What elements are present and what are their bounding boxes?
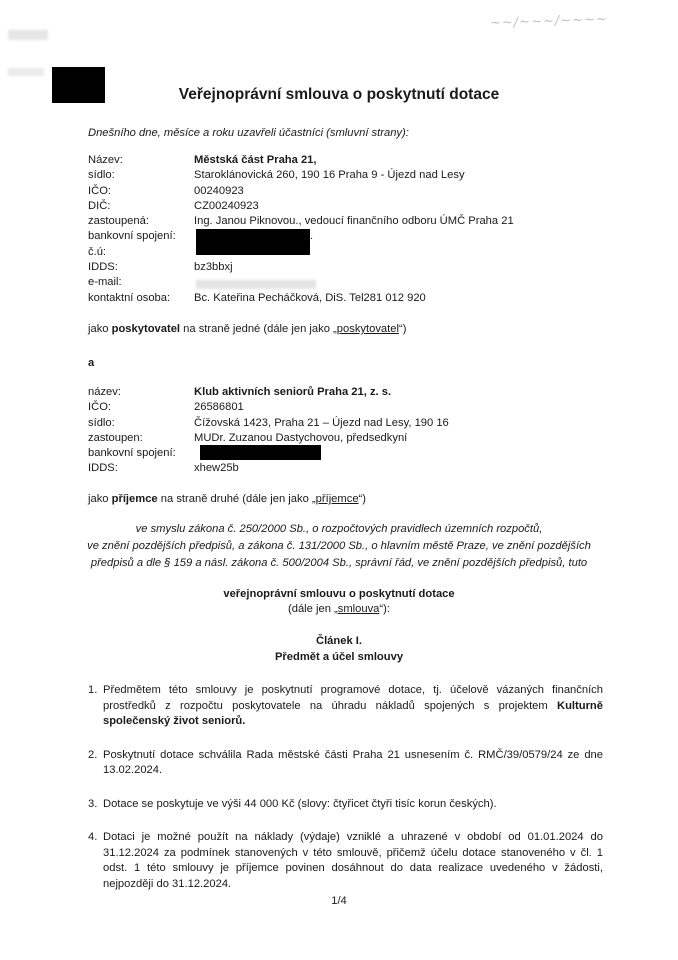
provider-role-line [88,323,406,335]
recipient-row-idds [88,461,588,476]
provider-row-bank [88,229,588,244]
row-label: zastoupen: [88,431,143,444]
role-end: “) [358,493,366,505]
list-item [88,797,603,813]
provider-row-name [88,153,588,168]
row-label: kontaktní osoba: [88,291,171,304]
recipient-role-line [88,493,366,505]
item-text: Předmětem této smlouvy je poskytnutí programové dotace, tj. účelově vázaných finančních prostředků z rozpočtu poskytovatele na úhradu nákladů spojených s projektem [103,684,603,712]
recipient-seat: Čížovská 1423, Praha 21 – Újezd nad Lesy, 190 16 [194,416,449,429]
row-label: bankovní spojení: [88,447,176,460]
provider-dic: CZ00240923 [194,199,259,212]
legal-basis-line-3: předpisů a dle § 159 a násl. zákona č. 500/2004 Sb., správní řád, ve znění pozdějších předpisů, tuto [90,557,588,569]
row-label: DIČ: [88,199,111,212]
handwritten-reference-mark: ~~/~~~/~~~~ [489,11,609,32]
row-label: zastoupená: [88,215,149,228]
provider-representative: Ing. Janou Piknovou., vedoucí finančního odboru ÚMČ Praha 21 [194,215,514,228]
item-text: Poskytnutí dotace schválila Rada městské části Praha 21 usnesením č. RMČ/39/0579/24 ze dne 13.02.2024. [103,748,603,776]
recipient-row-seat [88,416,588,431]
recipient-row-name [88,385,588,400]
provider-row-contact [88,291,588,306]
contract-alias [0,603,678,615]
provider-name: Městská část Praha 21, [194,154,317,166]
list-item [88,748,603,779]
provider-details [88,153,588,306]
recipient-row-bank [88,446,588,461]
conjunction-and: a [88,357,95,369]
provider-row-represented [88,214,588,229]
row-label: IDDS: [88,261,118,274]
recipient-details [88,385,588,477]
role-prefix: jako [88,323,112,335]
role-middle: na straně jedné (dále jen jako „ [180,323,337,335]
project-name: Kulturně společenský život seniorů. [103,699,603,727]
redacted-recipient-bank [200,445,321,460]
role-prefix: jako [88,493,112,505]
row-label: sídlo: [88,416,115,429]
alias-end: “): [379,603,390,615]
recipient-name: Klub aktivních seniorů Praha 21, z. s. [194,386,392,398]
provider-contact: Bc. Kateřina Pecháčková, DiS. Tel281 012 920 [194,291,426,304]
recipient-alias: příjemce [315,493,359,505]
row-label: Název: [88,154,123,166]
article-title: Předmět a účel smlouvy [274,651,404,663]
list-item [88,683,603,730]
item-text: Dotaci je možné použít na náklady (výdaje) vzniklé a uhrazené v období od 01.01.2024 do 31.12.2024 za podmínek stanovených v této smlouvě, přičemž účelu dotace stanoveného v čl. 1 odst. 1 této smlouvy je příjemce povinen dosáhnout do data realizace uvedeného v žádosti, nejpozději do 31.12.2024. [103,831,603,890]
provider-row-idds [88,260,588,275]
recipient-row-ico [88,400,588,415]
provider-idds: bz3bbxj [194,261,233,274]
item-number: 1. [88,684,98,696]
row-label: IČO: [88,184,111,197]
recipient-ico: 26586801 [194,401,244,414]
contract-alias-word: smlouva [337,603,380,615]
provider-role-word: poskytovatel [111,323,181,335]
provider-ico: 00240923 [194,184,244,197]
article-number: Článek I. [315,635,362,647]
faint-stamp-mark [8,30,48,40]
faint-stamp-mark-2 [8,68,44,76]
article-items [88,683,603,892]
recipient-row-represented [88,431,588,446]
intro-line: Dnešního dne, měsíce a roku uzavřeli účastníci (smluvní strany): [88,127,409,139]
legal-basis-line-2: ve znění pozdějších předpisů, a zákona č. 131/2000 Sb., o hlavním městě Praze, ve znění pozdějších [87,540,591,552]
item-number: 2. [88,748,98,761]
redacted-bank-account [196,229,310,255]
row-label: e-mail: [88,276,122,289]
list-item [88,830,603,892]
item-number: 4. [88,831,98,843]
row-label: sídlo: [88,169,115,182]
provider-bank-dot: . [310,230,314,243]
provider-row-dic [88,199,588,214]
contract-name: veřejnoprávní smlouvu o poskytnutí dotace [223,588,455,600]
row-label: IDDS: [88,462,118,475]
legal-basis-line-1: ve smyslu zákona č. 250/2000 Sb., o rozpočtových pravidlech územních rozpočtů, [135,523,543,535]
recipient-idds: xhew25b [194,462,239,475]
provider-seat: Staroklánovická 260, 190 16 Praha 9 - Újezd nad Lesy [194,169,465,182]
role-middle: na straně druhé (dále jen jako „ [157,493,316,505]
item-number: 3. [88,797,98,810]
recipient-role-word: příjemce [111,493,158,505]
row-label: bankovní spojení: [88,230,176,243]
provider-alias: poskytovatel [336,323,399,335]
provider-row-seat [88,168,588,183]
provider-row-account [88,245,588,260]
document-title: Veřejnoprávní smlouva o poskytnutí dotace [178,86,500,103]
provider-row-email [88,275,588,290]
provider-row-ico [88,184,588,199]
role-end: “) [398,323,407,335]
recipient-representative: MUDr. Zuzanou Dastychovou, předsedkyní [194,431,408,444]
blurred-email [196,280,316,289]
row-label: č.ú: [88,245,107,258]
row-label: název: [88,386,121,398]
row-label: IČO: [88,401,111,414]
alias-prefix: (dále jen „ [288,603,338,615]
item-text: Dotace se poskytuje ve výši 44 000 Kč (slovy: čtyřicet čtyři tisíc korun českých). [103,797,497,810]
page-number: 1/4 [331,895,347,907]
